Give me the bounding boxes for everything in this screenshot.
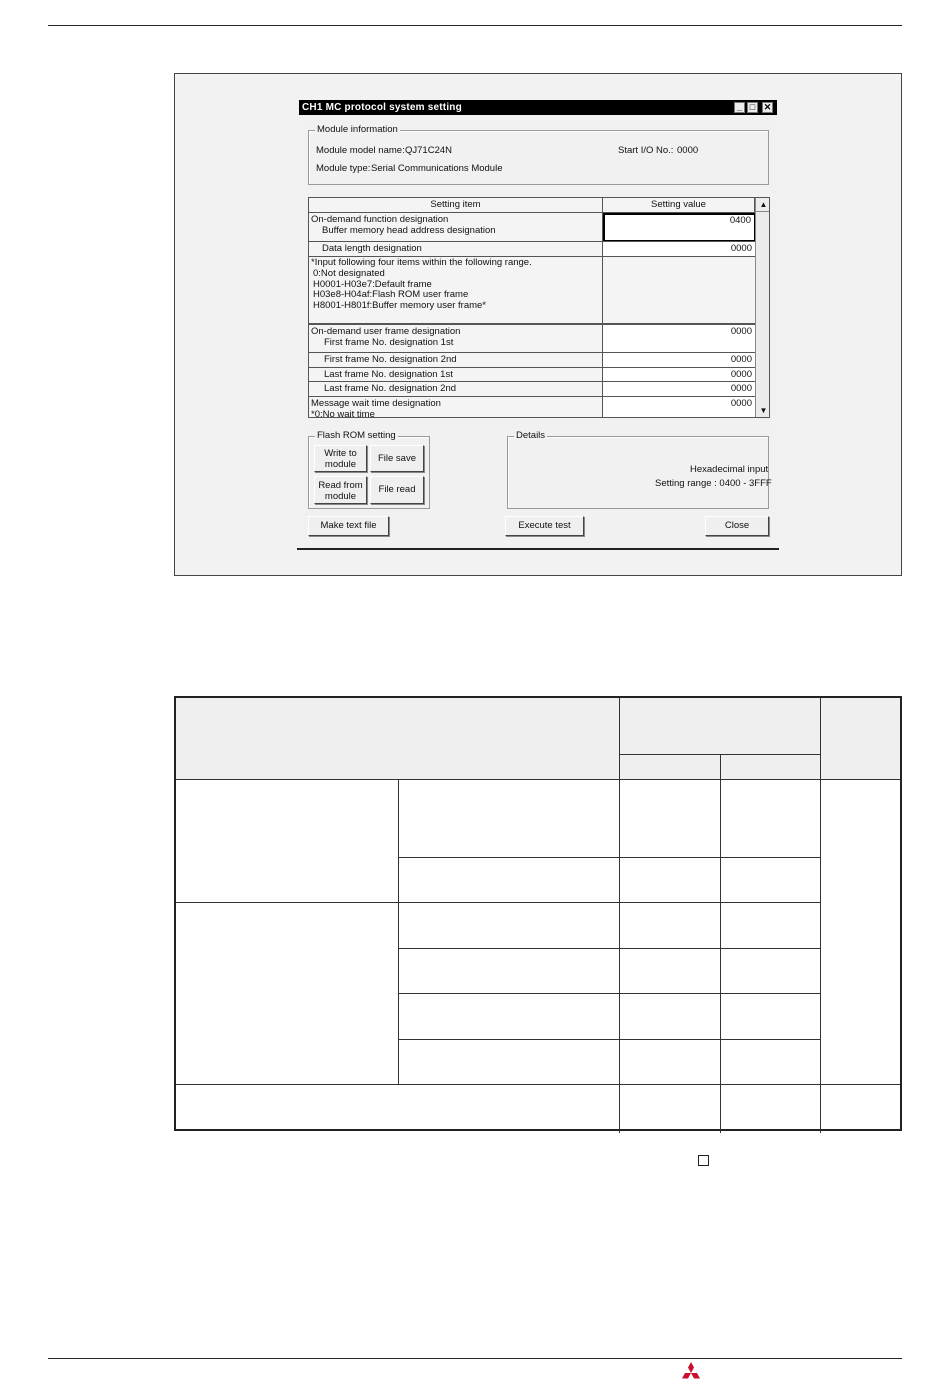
settings-grid xyxy=(308,197,770,418)
grid-scrollbar[interactable] xyxy=(755,198,770,417)
range-note-line: H03e8-H04af:Flash ROM user frame xyxy=(313,289,469,301)
read-from-module-button[interactable] xyxy=(314,476,367,504)
model-label: Module model name: xyxy=(316,145,405,156)
range-note-line: H0001-H03e7:Default frame xyxy=(313,278,432,290)
details-legend: Details xyxy=(516,430,546,441)
row-label: On-demand user frame designation xyxy=(311,326,461,337)
buffer-memory-head-address-input[interactable]: 0400 xyxy=(603,213,755,241)
range-note-line: 0:Not designated xyxy=(313,267,385,279)
table-row xyxy=(309,368,755,382)
read-line1: Read from xyxy=(318,480,363,491)
table-row xyxy=(309,257,755,324)
reference-box xyxy=(698,1155,709,1166)
module-info-group xyxy=(308,124,769,185)
col-setting-value: Setting value xyxy=(603,198,755,213)
details-line1: Hexadecimal input xyxy=(690,464,769,475)
write-to-module-button[interactable] xyxy=(314,445,367,472)
row-label: On-demand function designation xyxy=(311,214,449,225)
first-frame-2nd-input[interactable]: 0000 xyxy=(603,353,755,367)
table-row xyxy=(309,242,755,257)
scroll-up-icon[interactable]: ▲ xyxy=(756,198,770,212)
settings-table xyxy=(174,696,902,1131)
model-value: QJ71C24N xyxy=(405,145,452,156)
footer-rule xyxy=(48,1358,902,1359)
row-label: Last frame No. designation 1st xyxy=(324,369,453,380)
make-text-file-button[interactable]: Make text file xyxy=(308,516,389,536)
module-type-label: Module type: xyxy=(316,163,371,174)
table-row xyxy=(309,382,755,397)
module-info-legend: Module information xyxy=(317,124,398,135)
flash-rom-legend: Flash ROM setting xyxy=(317,430,396,441)
row-sublabel: Buffer memory head address designation xyxy=(322,225,496,236)
header-rule xyxy=(48,25,902,26)
minimize-icon[interactable]: _ xyxy=(734,102,745,113)
details-line2: Setting range : 0400 - 3FFF xyxy=(655,478,772,489)
file-read-button[interactable]: File read xyxy=(370,476,424,504)
table-row xyxy=(309,397,755,418)
range-note-line: H8001-H801f:Buffer memory user frame* xyxy=(313,300,487,312)
data-length-input[interactable]: 0000 xyxy=(603,242,755,256)
mitsubishi-logo-icon xyxy=(679,1362,703,1384)
file-save-button[interactable]: File save xyxy=(370,445,424,472)
start-io-value: 0000 xyxy=(677,145,699,156)
close-icon[interactable]: ✕ xyxy=(763,102,772,112)
dialog-title: CH1 MC protocol system setting xyxy=(299,100,777,115)
col-setting-item: Setting item xyxy=(309,198,603,213)
row-sublabel: First frame No. designation 1st xyxy=(324,337,454,348)
execute-test-button[interactable]: Execute test xyxy=(505,516,584,536)
start-io-label: Start I/O No.: xyxy=(618,145,674,156)
last-frame-2nd-input[interactable]: 0000 xyxy=(603,382,755,396)
last-frame-1st-input[interactable]: 0000 xyxy=(603,368,755,381)
table-row xyxy=(309,353,755,368)
row-label: Data length designation xyxy=(322,243,422,254)
table-header xyxy=(176,698,900,779)
row-label: Last frame No. designation 2nd xyxy=(324,383,457,394)
read-line2: module xyxy=(324,491,357,502)
write-line2: module xyxy=(324,459,357,470)
module-type-value: Serial Communications Module xyxy=(371,163,503,174)
table-row xyxy=(309,213,755,242)
message-wait-time-input[interactable]: 0000 xyxy=(603,397,755,418)
mc-protocol-dialog xyxy=(297,100,779,550)
range-note-line: *Input following four items within the following range. xyxy=(311,257,532,268)
maximize-icon[interactable]: □ xyxy=(747,102,758,113)
range-note-value xyxy=(603,257,755,323)
close-button[interactable]: Close xyxy=(705,516,769,536)
first-frame-1st-input[interactable]: 0000 xyxy=(603,325,755,352)
write-line1: Write to xyxy=(324,448,357,459)
row-label: Message wait time designation xyxy=(311,398,441,409)
table-row xyxy=(309,324,755,353)
row-label: First frame No. designation 2nd xyxy=(324,354,457,365)
row-sublabel: *0:No wait time xyxy=(311,409,375,418)
scroll-down-icon[interactable]: ▼ xyxy=(759,406,768,415)
